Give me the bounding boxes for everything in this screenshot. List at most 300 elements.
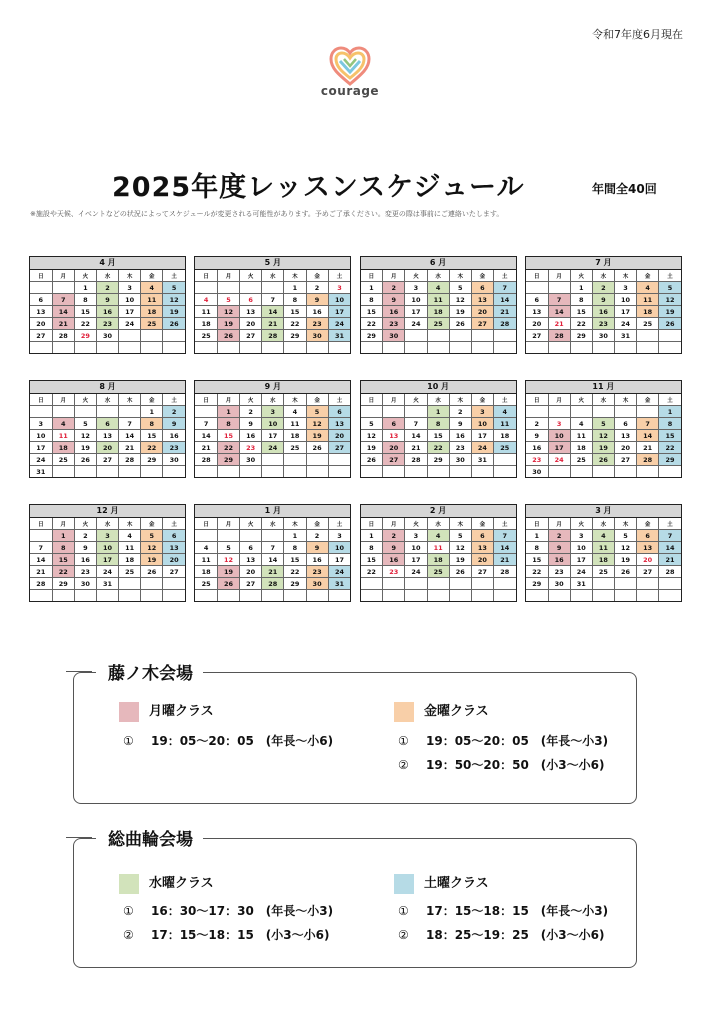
day-cell [262,282,284,294]
day-cell: 13 [30,306,52,318]
day-cell: 25 [195,330,217,342]
day-cell [659,330,681,342]
day-cell: 11 [119,542,141,554]
day-cell: 13 [328,418,350,430]
day-cell: 12 [449,294,471,306]
day-cell [306,454,328,466]
month-label: 9 月 [195,381,350,394]
day-cell [328,454,350,466]
day-cell [30,406,52,418]
day-cell: 7 [548,294,570,306]
day-cell: 23 [74,566,96,578]
day-cell: 17 [30,442,52,454]
day-cell: 24 [570,566,592,578]
month-calendar [194,256,351,354]
slot-number: ② [398,758,409,772]
day-cell: 14 [637,430,659,442]
day-cell: 3 [328,282,350,294]
month-label: 12 月 [30,505,185,518]
weekday-header: 木 [119,394,141,406]
color-swatch [119,702,139,722]
day-cell: 17 [548,442,570,454]
day-cell: 11 [52,430,74,442]
month-label: 10 月 [361,381,516,394]
month-table [195,270,350,353]
day-cell: 2 [306,530,328,542]
courage-logo [314,46,386,120]
day-cell: 28 [262,330,284,342]
day-cell: 17 [328,554,350,566]
day-cell: 27 [96,454,118,466]
day-cell [405,590,427,602]
day-cell: 27 [526,330,548,342]
day-cell: 24 [405,566,427,578]
day-cell: 15 [217,430,239,442]
day-cell [493,578,515,590]
day-cell: 27 [30,330,52,342]
slot-number: ① [398,734,409,748]
weekday-header: 木 [119,270,141,282]
day-cell: 16 [96,306,118,318]
month-label: 6 月 [361,257,516,270]
day-cell: 8 [141,418,163,430]
day-cell: 1 [52,530,74,542]
weekday-header: 土 [163,394,185,406]
day-cell: 4 [493,406,515,418]
day-cell: 26 [449,566,471,578]
weekday-header: 火 [570,394,592,406]
day-cell: 30 [449,454,471,466]
weekday-header: 火 [405,518,427,530]
day-cell: 24 [405,318,427,330]
class-slot [394,729,634,753]
weekday-header: 金 [306,518,328,530]
weekday-header: 火 [405,270,427,282]
day-cell: 18 [427,554,449,566]
day-cell: 14 [262,554,284,566]
day-cell [163,590,185,602]
day-cell: 19 [614,554,636,566]
day-cell: 18 [195,566,217,578]
day-cell: 18 [195,318,217,330]
day-cell: 15 [74,306,96,318]
venue-title: 総曲輪会場 [96,825,203,850]
month-label: 7 月 [526,257,681,270]
day-cell [217,342,239,354]
day-cell: 3 [471,406,493,418]
class-slot [394,899,634,923]
weekday-header: 月 [548,270,570,282]
day-cell: 7 [195,418,217,430]
day-cell: 26 [217,330,239,342]
day-cell: 15 [52,554,74,566]
day-cell [592,342,614,354]
day-cell: 21 [659,554,681,566]
schedule-note: ※施設や天候、イベントなどの状況によってスケジュールが変更される可能性があります。予めご了承ください。変更の際は事前にご連絡いたします。 [30,210,504,218]
day-cell [240,466,262,478]
slot-time: 17：15～18：15 (小3～小6) [151,928,330,942]
day-cell: 28 [30,578,52,590]
day-cell [195,590,217,602]
color-swatch [394,874,414,894]
day-cell: 1 [284,282,306,294]
weekday-header: 火 [240,394,262,406]
day-cell [163,466,185,478]
day-cell: 9 [526,430,548,442]
day-cell: 2 [383,282,405,294]
day-cell [405,578,427,590]
day-cell [328,342,350,354]
weekday-header: 月 [217,518,239,530]
day-cell [119,406,141,418]
day-cell: 26 [659,318,681,330]
weekday-header: 火 [74,394,96,406]
day-cell: 16 [383,306,405,318]
day-cell: 24 [548,454,570,466]
day-cell: 3 [405,282,427,294]
day-cell: 18 [141,306,163,318]
day-cell: 12 [614,542,636,554]
month-calendar [360,504,517,602]
weekday-header: 日 [195,518,217,530]
day-cell [427,466,449,478]
day-cell [659,342,681,354]
weekday-header: 土 [328,518,350,530]
day-cell [141,342,163,354]
day-cell: 9 [96,294,118,306]
day-cell [284,342,306,354]
day-cell: 21 [405,442,427,454]
day-cell: 1 [427,406,449,418]
day-cell: 13 [240,306,262,318]
day-cell: 24 [328,318,350,330]
day-cell: 29 [52,578,74,590]
day-cell: 11 [284,418,306,430]
day-cell: 12 [163,294,185,306]
month-calendar [194,504,351,602]
day-cell: 28 [405,454,427,466]
day-cell: 14 [30,554,52,566]
day-cell: 15 [659,430,681,442]
day-cell [217,530,239,542]
day-cell: 5 [592,418,614,430]
weekday-header: 金 [471,518,493,530]
weekday-header: 金 [637,270,659,282]
day-cell: 15 [570,306,592,318]
day-cell: 20 [471,306,493,318]
day-cell [30,282,52,294]
day-cell: 16 [526,442,548,454]
day-cell: 6 [471,282,493,294]
day-cell: 3 [405,530,427,542]
day-cell: 22 [74,318,96,330]
day-cell: 24 [30,454,52,466]
weekday-header: 日 [361,270,383,282]
day-cell [30,590,52,602]
day-cell: 29 [284,578,306,590]
day-cell [141,590,163,602]
day-cell: 31 [328,578,350,590]
class-slot [119,923,359,947]
weekday-header: 土 [659,270,681,282]
day-cell [493,590,515,602]
day-cell: 10 [614,294,636,306]
weekday-header: 木 [284,518,306,530]
day-cell: 23 [548,566,570,578]
day-cell: 17 [96,554,118,566]
day-cell [614,578,636,590]
day-cell: 20 [96,442,118,454]
day-cell: 25 [284,442,306,454]
day-cell [405,330,427,342]
day-cell [262,454,284,466]
day-cell [74,466,96,478]
calendar-grid [29,256,682,624]
day-cell [262,590,284,602]
day-cell: 23 [306,566,328,578]
day-cell: 16 [306,554,328,566]
slot-number: ① [123,734,134,748]
day-cell [262,466,284,478]
day-cell: 1 [74,282,96,294]
class-name: 水曜クラス [149,876,214,891]
day-cell [449,466,471,478]
day-cell: 1 [526,530,548,542]
day-cell: 3 [570,530,592,542]
day-cell: 2 [96,282,118,294]
day-cell: 26 [163,318,185,330]
day-cell: 15 [361,554,383,566]
day-cell: 7 [493,530,515,542]
class-heading [394,873,634,895]
day-cell [119,330,141,342]
day-cell: 8 [74,294,96,306]
day-cell [548,406,570,418]
day-cell: 28 [637,454,659,466]
day-cell: 25 [592,566,614,578]
day-cell: 10 [119,294,141,306]
day-cell [163,342,185,354]
month-label: 8 月 [30,381,185,394]
day-cell: 11 [141,294,163,306]
weekday-header: 金 [637,394,659,406]
day-cell [427,578,449,590]
day-cell [52,342,74,354]
day-cell: 20 [240,318,262,330]
day-cell: 11 [195,306,217,318]
day-cell: 20 [637,554,659,566]
weekday-header: 水 [427,518,449,530]
month-calendar [525,504,682,602]
day-cell [548,342,570,354]
day-cell [614,590,636,602]
class-slot [119,899,359,923]
day-cell [570,466,592,478]
venue-title: 藤ノ木会場 [96,659,203,684]
weekday-header: 月 [383,394,405,406]
day-cell: 16 [306,306,328,318]
day-cell [405,466,427,478]
day-cell [361,406,383,418]
month-calendar [29,256,186,354]
day-cell: 15 [284,554,306,566]
day-cell [383,578,405,590]
weekday-header: 土 [493,518,515,530]
day-cell: 20 [383,442,405,454]
day-cell [217,466,239,478]
day-cell: 7 [262,294,284,306]
weekday-header: 水 [96,518,118,530]
day-cell: 17 [614,306,636,318]
month-table [526,394,681,477]
day-cell: 17 [262,430,284,442]
day-cell [548,466,570,478]
day-cell: 19 [361,442,383,454]
day-cell [119,466,141,478]
day-cell: 14 [493,294,515,306]
day-cell: 14 [119,430,141,442]
day-cell: 25 [119,566,141,578]
day-cell: 6 [383,418,405,430]
day-cell: 14 [493,542,515,554]
day-cell: 26 [592,454,614,466]
day-cell: 1 [217,406,239,418]
day-cell: 18 [493,430,515,442]
day-cell: 9 [592,294,614,306]
day-cell: 13 [637,542,659,554]
day-cell [405,406,427,418]
day-cell: 3 [119,282,141,294]
day-cell: 11 [195,554,217,566]
venue-fujinoki [73,664,637,804]
day-cell: 16 [74,554,96,566]
day-cell [96,590,118,602]
month-calendar [360,380,517,478]
day-cell: 20 [30,318,52,330]
day-cell [592,406,614,418]
slot-number: ② [123,928,134,942]
day-cell: 12 [217,554,239,566]
day-cell: 22 [284,566,306,578]
day-cell: 9 [163,418,185,430]
as-of-date: 令和7年度6月現在 [592,28,683,41]
day-cell [361,578,383,590]
day-cell [30,530,52,542]
day-cell: 28 [659,566,681,578]
day-cell [306,342,328,354]
day-cell: 24 [119,318,141,330]
slot-time: 17：15～18：15 (年長～小3) [426,904,609,918]
day-cell: 20 [163,554,185,566]
day-cell: 18 [592,554,614,566]
day-cell: 22 [361,566,383,578]
day-cell: 3 [96,530,118,542]
day-cell: 4 [427,282,449,294]
day-cell: 24 [96,566,118,578]
weekday-header: 水 [96,270,118,282]
day-cell: 25 [195,578,217,590]
slot-number: ① [123,904,134,918]
day-cell: 4 [195,542,217,554]
day-cell: 11 [427,542,449,554]
weekday-header: 日 [195,394,217,406]
day-cell: 31 [614,330,636,342]
day-cell: 5 [614,530,636,542]
weekday-header: 火 [570,270,592,282]
day-cell: 31 [96,578,118,590]
day-cell [96,342,118,354]
weekday-header: 日 [195,270,217,282]
day-cell: 24 [328,566,350,578]
day-cell: 18 [284,430,306,442]
day-cell [592,578,614,590]
class-slot [394,753,634,777]
day-cell: 31 [471,454,493,466]
day-cell: 22 [284,318,306,330]
day-cell [328,590,350,602]
day-cell: 7 [52,294,74,306]
day-cell [570,342,592,354]
day-cell: 30 [96,330,118,342]
day-cell: 18 [119,554,141,566]
day-cell: 17 [119,306,141,318]
day-cell: 13 [614,430,636,442]
day-cell [614,342,636,354]
weekday-header: 木 [449,394,471,406]
day-cell: 21 [30,566,52,578]
day-cell [284,466,306,478]
day-cell: 26 [614,566,636,578]
day-cell: 5 [361,418,383,430]
weekday-header: 日 [361,394,383,406]
weekday-header: 土 [493,394,515,406]
day-cell [195,466,217,478]
day-cell [471,466,493,478]
day-cell: 23 [526,454,548,466]
weekday-header: 日 [526,518,548,530]
day-cell: 2 [74,530,96,542]
day-cell: 4 [119,530,141,542]
day-cell: 7 [262,542,284,554]
weekday-header: 土 [659,394,681,406]
day-cell [548,590,570,602]
weekday-header: 火 [405,394,427,406]
weekday-header: 月 [52,518,74,530]
day-cell [383,466,405,478]
day-cell: 9 [306,542,328,554]
weekday-header: 金 [471,270,493,282]
day-cell: 4 [427,530,449,542]
weekday-header: 木 [119,518,141,530]
day-cell: 25 [427,318,449,330]
weekday-header: 月 [548,394,570,406]
day-cell: 18 [570,442,592,454]
month-table [361,270,516,353]
day-cell [240,282,262,294]
day-cell: 25 [637,318,659,330]
slot-time: 19：05～20：05 (年長～小6) [151,734,334,748]
day-cell: 14 [405,430,427,442]
month-label: 4 月 [30,257,185,270]
day-cell: 19 [306,430,328,442]
day-cell [361,466,383,478]
day-cell: 14 [659,542,681,554]
day-cell: 29 [659,454,681,466]
weekday-header: 金 [141,270,163,282]
weekday-header: 日 [361,518,383,530]
day-cell: 13 [163,542,185,554]
day-cell [119,342,141,354]
